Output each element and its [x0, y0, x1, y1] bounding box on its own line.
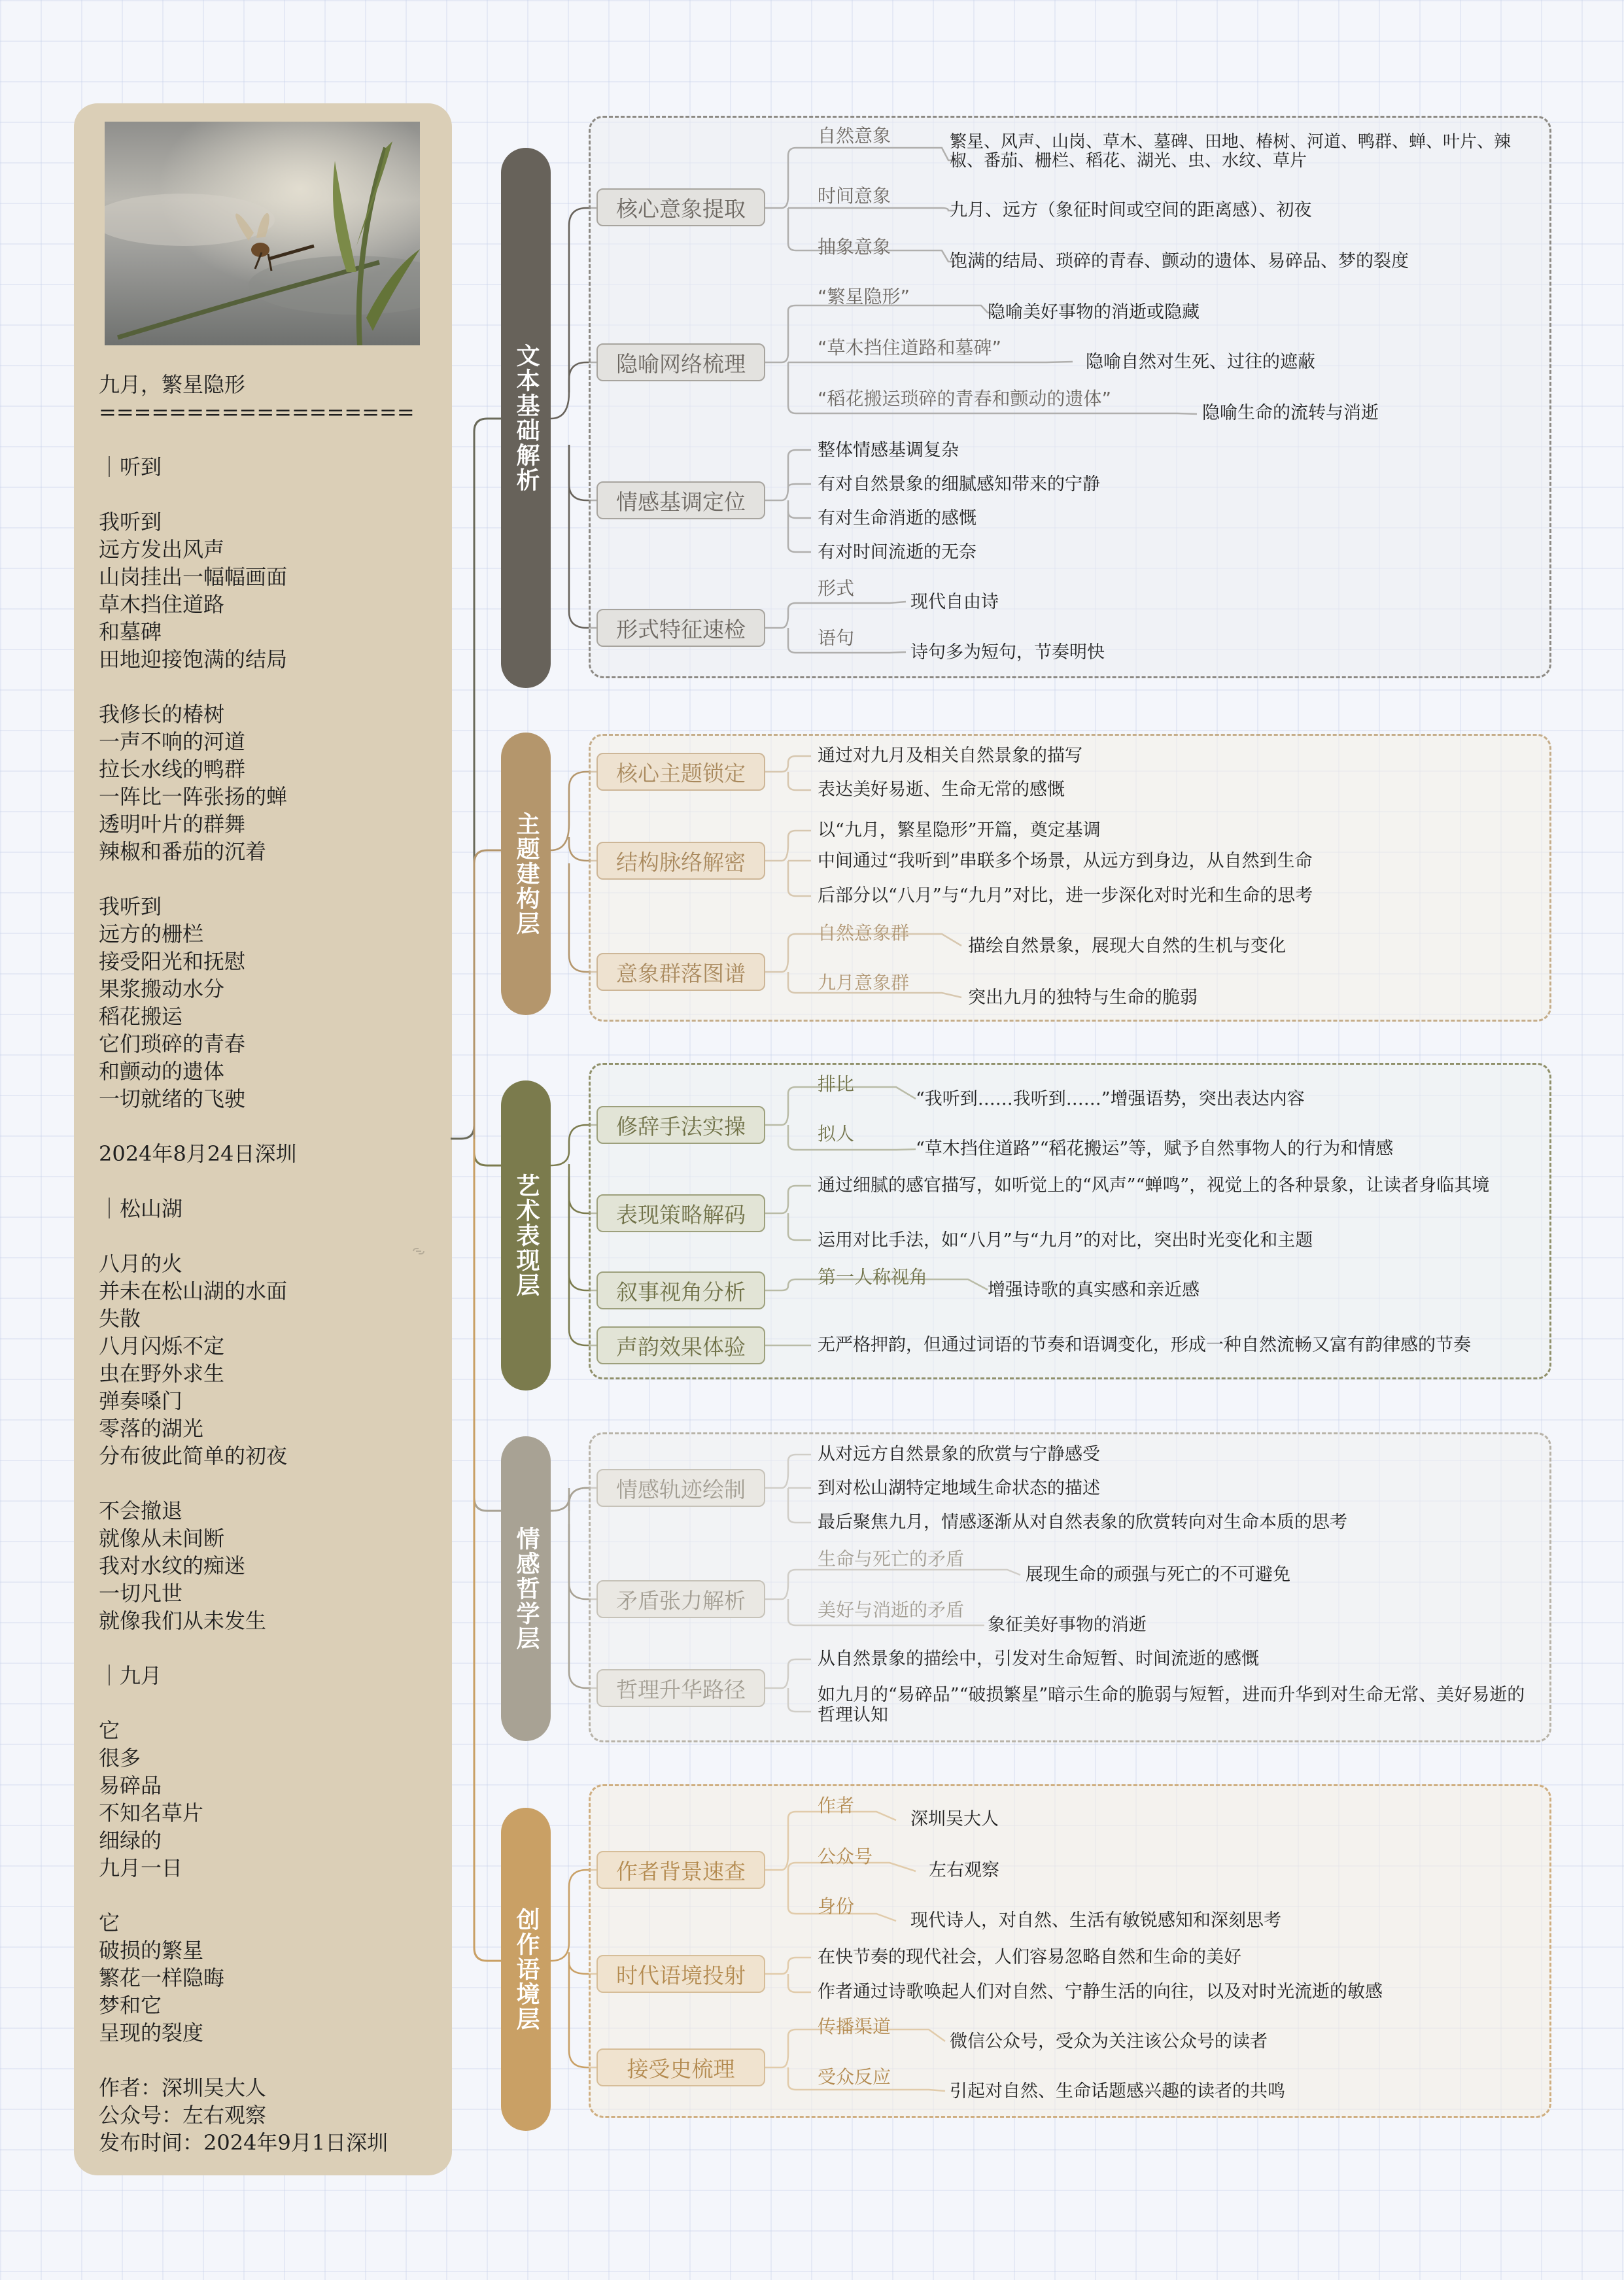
key-natural-imagery: 自然意象 [818, 125, 891, 147]
poem-line: 接受阳光和抚慰 [99, 949, 246, 974]
node-rhetoric[interactable]: 修辞手法实操 [596, 1106, 765, 1144]
poem-line: 和墓碑 [99, 619, 162, 644]
value-form: 现代自由诗 [910, 592, 999, 612]
poem-line: 八月的火 [99, 1251, 183, 1276]
trajectory-item-3: 最后聚焦九月，情感逐渐从对自然表象的欣赏转向对生命本质的思考 [818, 1512, 1347, 1532]
key-september-cluster: 九月意象群 [818, 972, 910, 993]
philosophy-item-1: 从自然景象的描绘中，引发对生命短暂、时间流逝的感慨 [818, 1649, 1259, 1669]
poem-line: 我听到 [99, 894, 162, 919]
poem-line: 很多 [99, 1746, 141, 1770]
node-emotional-tone[interactable]: 情感基调定位 [596, 481, 765, 519]
poem-line: 公众号：左右观察 [99, 2103, 267, 2128]
trajectory-item-2: 到对松山湖特定地域生命状态的描述 [818, 1478, 1100, 1498]
value-sentence: 诗句多为短句，节奏明快 [910, 642, 1105, 663]
section-2-label: 主题建构层 [513, 812, 540, 936]
era-item-1: 在快节奏的现代社会，人们容易忽略自然和生命的美好 [818, 1947, 1241, 1967]
structure-item-1: 以“九月，繁星隐形”开篇，奠定基调 [818, 820, 1101, 840]
poem-line: 八月闪烁不定 [99, 1334, 225, 1358]
poem-line: 它 [99, 1910, 120, 1935]
value-personification: “草木挡住道路”“稻花搬运”等，赋予自然事物人的行为和情感 [916, 1139, 1394, 1159]
value-life-death: 展现生命的顽强与死亡的不可避免 [1026, 1564, 1290, 1585]
strategy-item-1: 通过细腻的感官描写，如听觉上的“风声”“蝉鸣”，视觉上的各种景象，让读者身临其境 [818, 1175, 1490, 1196]
value-metaphor-3: 隐喻生命的流转与消逝 [1202, 403, 1379, 423]
key-beauty-loss: 美好与消逝的矛盾 [818, 1599, 965, 1621]
value-first-person: 增强诗歌的真实感和亲近感 [988, 1280, 1200, 1300]
key-channel: 传播渠道 [818, 2016, 891, 2037]
node-reception-history[interactable]: 接受史梳理 [596, 2048, 765, 2086]
poem-line: 远方的栅栏 [99, 922, 204, 946]
poem-line: 果浆搬动水分 [99, 976, 225, 1001]
section-1-spine[interactable] [501, 148, 551, 688]
poem-line: 拉长水线的鸭群 [99, 757, 246, 782]
key-metaphor-2: “草木挡住道路和墓碑” [818, 337, 1002, 358]
poem-line: 一切就绪的飞驶 [99, 1086, 246, 1111]
poem-line: ｜听到 [99, 455, 162, 479]
value-natural-imagery: 繁星、风声、山岗、草木、墓碑、田地、椿树、河道、鸭群、蝉、叶片、辣椒、番茄、栅栏、稻花、湖光、虫、水纹、草片 [950, 132, 1512, 171]
poem-line: 一声不响的河道 [99, 729, 246, 754]
key-metaphor-3: “稻花搬运琐碎的青春和颤动的遗体” [818, 388, 1112, 409]
node-metaphor-network[interactable]: 隐喻网络梳理 [596, 343, 765, 381]
sound-item-1: 无严格押韵，但通过词语的节奏和语调变化，形成一种自然流畅又富有韵律感的节奏 [818, 1335, 1471, 1355]
poem-line: 就像我们从未发生 [99, 1608, 267, 1633]
poem-line: 一切凡世 [99, 1581, 183, 1606]
key-metaphor-1: “繁星隐形” [818, 286, 910, 307]
node-core-theme[interactable]: 核心主题锁定 [596, 753, 765, 791]
poem-line: 分布彼此简单的初夜 [99, 1443, 288, 1468]
poem-line: 我听到 [99, 510, 162, 534]
era-item-2: 作者通过诗歌唤起人们对自然、宁静生活的向往，以及对时光流逝的敏感 [818, 1982, 1383, 2002]
value-reaction: 引起对自然、生命话题感兴趣的读者的共鸣 [950, 2081, 1285, 2101]
tone-item-4: 有对时间流逝的无奈 [818, 542, 976, 562]
poem-line: 不会撤退 [99, 1498, 183, 1523]
poem-line: 九月，繁星隐形 [99, 372, 246, 397]
poem-line: 呈现的裂度 [99, 2020, 204, 2045]
node-narrative-view[interactable]: 叙事视角分析 [596, 1271, 765, 1309]
poem-line: 远方发出风声 [99, 537, 225, 562]
key-identity: 身份 [818, 1895, 855, 1917]
node-form-features[interactable]: 形式特征速检 [596, 609, 765, 647]
key-personification: 拟人 [818, 1123, 855, 1145]
poem-line: 草木挡住道路 [99, 592, 225, 617]
key-time-imagery: 时间意象 [818, 185, 891, 207]
poem-line: ================== [99, 400, 415, 424]
structure-item-3: 后部分以“八月”与“九月”对比，进一步深化对时光和生命的思考 [818, 886, 1313, 906]
value-metaphor-2: 隐喻自然对生死、过往的遮蔽 [1086, 352, 1315, 372]
section-3-spine[interactable] [501, 1080, 551, 1390]
poem-line: 虫在野外求生 [99, 1361, 225, 1386]
section-4-label: 情感哲学层 [513, 1527, 540, 1651]
poem-line: 田地迎接饱满的结局 [99, 647, 288, 672]
poem-line: 一阵比一阵张扬的蝉 [99, 784, 288, 809]
key-natural-cluster: 自然意象群 [818, 922, 910, 944]
poem-line: 就像从未间断 [99, 1526, 225, 1551]
key-form: 形式 [818, 578, 855, 599]
node-expression-strategy[interactable]: 表现策略解码 [596, 1194, 765, 1232]
theme-item-1: 通过对九月及相关自然景象的描写 [818, 746, 1082, 766]
key-abstract-imagery: 抽象意象 [818, 236, 891, 258]
value-author: 深圳吴大人 [910, 1809, 999, 1829]
poem-line: 稻花搬运 [99, 1004, 183, 1029]
poem-line: 零落的湖光 [99, 1416, 204, 1441]
node-tension[interactable]: 矛盾张力解析 [596, 1580, 765, 1618]
poem-line: 2024年8月24日深圳 [99, 1141, 297, 1166]
key-reaction: 受众反应 [818, 2066, 891, 2088]
poem-line: 透明叶片的群舞 [99, 812, 246, 837]
value-account: 左右观察 [929, 1860, 999, 1880]
poem-line: 我对水纹的痴迷 [99, 1553, 246, 1578]
poem-line: 我修长的椿树 [99, 702, 225, 727]
section-5-spine[interactable] [501, 1808, 551, 2131]
poem-line: 它 [99, 1718, 120, 1743]
key-account: 公众号 [818, 1846, 873, 1867]
key-author: 作者 [818, 1795, 855, 1816]
key-sentence: 语句 [818, 627, 855, 649]
value-parallelism: “我听到……我听到……”增强语势，突出表达内容 [916, 1089, 1305, 1109]
poem-line: 弹奏嗓门 [99, 1389, 183, 1413]
philosophy-item-2: 如九月的“易碎品”“破损繁星”暗示生命的脆弱与短暂，进而升华到对生命无常、美好易逝的哲理认知 [818, 1685, 1525, 1725]
value-metaphor-1: 隐喻美好事物的消逝或隐藏 [988, 302, 1200, 322]
node-sound-effect[interactable]: 声韵效果体验 [596, 1326, 765, 1364]
key-parallelism: 排比 [818, 1073, 855, 1095]
poem-line: ｜九月 [99, 1663, 162, 1688]
poem-line: 并未在松山湖的水面 [99, 1279, 288, 1304]
node-era-context[interactable]: 时代语境投射 [596, 1955, 765, 1993]
tone-item-2: 有对自然景象的细腻感知带来的宁静 [818, 474, 1100, 494]
poem-line: 不知名草片 [99, 1801, 204, 1825]
node-imagery-clusters[interactable]: 意象群落图谱 [596, 953, 765, 991]
value-natural-cluster: 描绘自然景象，展现大自然的生机与变化 [968, 936, 1286, 956]
section-1-label: 文本基础解析 [513, 343, 540, 492]
node-core-imagery[interactable]: 核心意象提取 [596, 188, 765, 226]
poem-line: 它们琐碎的青春 [99, 1031, 246, 1056]
value-identity: 现代诗人，对自然、生活有敏锐感知和深刻思考 [910, 1910, 1281, 1931]
value-beauty-loss: 象征美好事物的消逝 [988, 1615, 1147, 1635]
node-emotion-trajectory[interactable]: 情感轨迹绘制 [596, 1469, 765, 1507]
section-2-spine[interactable] [501, 733, 551, 1015]
poem-line: 作者：深圳吴大人 [99, 2075, 267, 2100]
poem-line: 梦和它 [99, 1993, 162, 2018]
strategy-item-2: 运用对比手法，如“八月”与“九月”的对比，突出时光变化和主题 [818, 1230, 1313, 1251]
tone-item-3: 有对生命消逝的感慨 [818, 508, 976, 528]
value-september-cluster: 突出九月的独特与生命的脆弱 [968, 988, 1198, 1008]
node-philosophy[interactable]: 哲理升华路径 [596, 1669, 765, 1707]
section-5-label: 创作语境层 [513, 1907, 540, 2031]
poem-line: 繁花一样隐晦 [99, 1965, 225, 1990]
trajectory-item-1: 从对远方自然景象的欣赏与宁静感受 [818, 1444, 1100, 1464]
value-abstract-imagery: 饱满的结局、琐碎的青春、颤动的遗体、易碎品、梦的裂度 [950, 251, 1409, 271]
structure-item-2: 中间通过“我听到”串联多个场景，从远方到身边，从自然到生命 [818, 851, 1313, 871]
value-channel: 微信公众号，受众为关注该公众号的读者 [950, 2031, 1268, 2052]
poem-line: 发布时间：2024年9月1日深圳 [99, 2130, 389, 2155]
node-author-background[interactable]: 作者背景速查 [596, 1851, 765, 1889]
poem-line: ｜松山湖 [99, 1196, 183, 1221]
poem-line: 失散 [99, 1306, 141, 1331]
value-time-imagery: 九月、远方（象征时间或空间的距离感）、初夜 [950, 200, 1312, 220]
poem-line: 九月一日 [99, 1856, 183, 1880]
poem-line: 细绿的 [99, 1828, 162, 1853]
node-structure[interactable]: 结构脉络解密 [596, 842, 765, 880]
poem-line: 辣椒和番茄的沉着 [99, 839, 267, 864]
poem-line: 易碎品 [99, 1773, 162, 1798]
key-first-person: 第一人称视角 [818, 1266, 928, 1288]
poem-line: 山岗挂出一幅幅画面 [99, 564, 288, 589]
poem-line: 破损的繁星 [99, 1938, 204, 1963]
poem-line: 和颤动的遗体 [99, 1059, 225, 1084]
section-4-spine[interactable] [501, 1436, 551, 1741]
key-life-death: 生命与死亡的矛盾 [818, 1548, 965, 1570]
theme-item-2: 表达美好易逝、生命无常的感慨 [818, 780, 1065, 800]
tone-item-1: 整体情感基调复杂 [818, 440, 959, 460]
section-3-label: 艺术表现层 [513, 1173, 540, 1298]
